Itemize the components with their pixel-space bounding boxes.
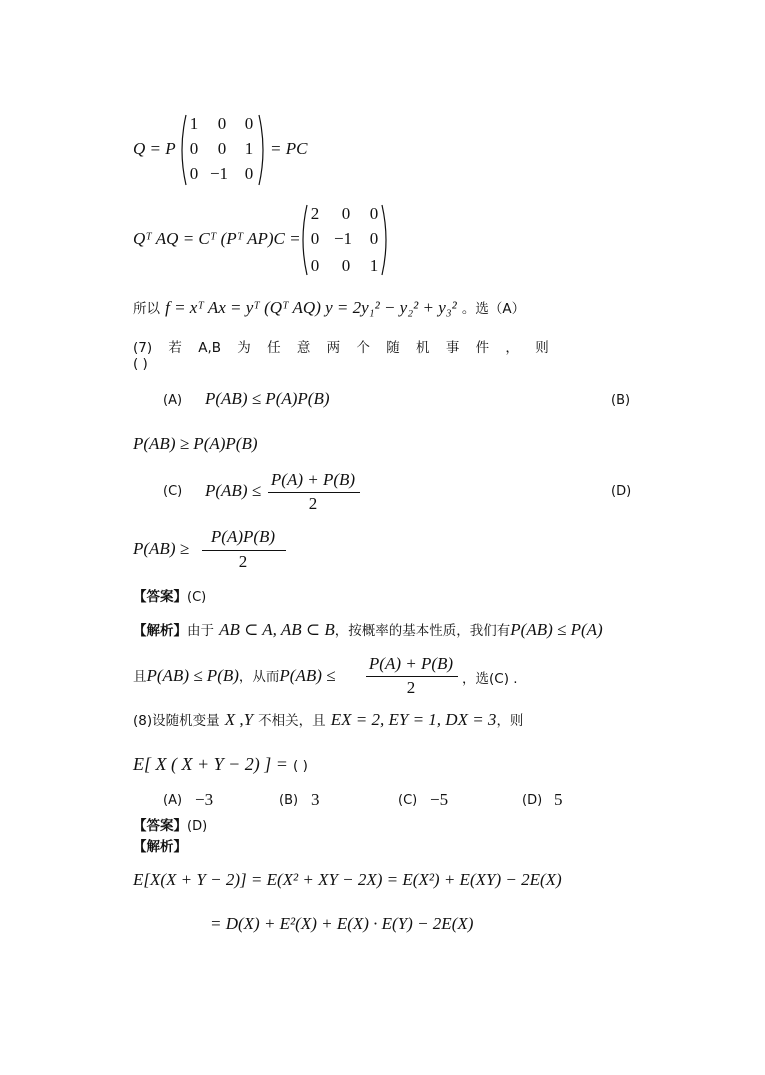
q8-expression: E[ X ( X + Y − 2) ] = [133, 754, 288, 774]
eq2-m02: 0 [369, 204, 379, 223]
q7-optC-numerator: P(A) + P(B) [270, 470, 356, 489]
eq1-m11: 0 [217, 139, 227, 158]
eq2-m11: −1 [333, 229, 353, 248]
q7-analysis-formula: P(AB) ≤ [279, 666, 336, 685]
conclusion-prefix: 所以 [133, 301, 160, 317]
q7-stem: (7) 若 A,B 为 任 意 两 个 随 机 事 件 ， 则 [133, 340, 549, 356]
eq1-right-paren [257, 113, 269, 187]
q7-optC-label: (C) [163, 484, 183, 499]
conclusion-formula: f = xᵀ Ax = yᵀ (Qᵀ AQ) y = 2y₁² − y₂² + y₃² [165, 298, 457, 317]
eq1-m00: 1 [189, 114, 199, 133]
q8-answer-label: 【答案】 [133, 818, 187, 834]
eq2-right-paren [380, 203, 392, 277]
q7-optB: P(AB) ≥ P(A)P(B) [133, 434, 258, 453]
q8-stem [133, 709, 523, 730]
q7-optD-denominator: 2 [238, 552, 248, 571]
q7-paren: ( ) [133, 356, 148, 372]
q8-optB-label: (B) [279, 793, 299, 808]
eq1-rhs: = PC [270, 139, 308, 158]
q8-answer [133, 814, 207, 834]
q7-answer-label: 【答案】 [133, 589, 187, 605]
q8-derivation-line2: = D(X) + E²(X) + E(X) · E(Y) − 2E(X) [210, 914, 474, 933]
q7-optA: P(AB) ≤ P(A)P(B) [205, 389, 330, 408]
q8-optC-label: (C) [398, 793, 418, 808]
eq2-m21: 0 [341, 256, 351, 275]
q8-expression-line [133, 754, 308, 775]
q7-optD-fraction-bar [202, 550, 286, 551]
q7-optC-denominator: 2 [308, 494, 318, 513]
q8-stem-formula: X ,Y [224, 710, 254, 729]
q7-analysis-choice: ，选(C) . [462, 671, 518, 687]
eq2-m12: 0 [369, 229, 379, 248]
q7-answer-value: (C) [187, 590, 207, 605]
eq1-m10: 0 [189, 139, 199, 158]
q7-optD-lhs: P(AB) ≥ [133, 539, 190, 558]
q7-analysis-formula: P(AB) ≤ P(A) [510, 620, 603, 639]
q7-analysis-text: 且 [133, 669, 147, 685]
q7-analysis-text: 由于 [187, 623, 214, 639]
q7-optC-lhs: P(AB) ≤ [205, 481, 262, 500]
q7-optD-label: (D) [611, 484, 632, 499]
eq2-m00: 2 [310, 204, 320, 223]
q7-optB-label: (B) [611, 393, 631, 408]
q8-answer-value: (D) [187, 819, 208, 834]
q7-optD-numerator: P(A)P(B) [210, 527, 276, 546]
q7-analysis-denominator: 2 [406, 678, 416, 697]
q8-optD-value: 5 [554, 790, 563, 809]
q7-optA-label: (A) [163, 393, 183, 408]
eq1-m01: 0 [217, 114, 227, 133]
eq2-m10: 0 [310, 229, 320, 248]
conclusion-line [133, 297, 525, 318]
q8-optD-label: (D) [522, 793, 543, 808]
eq1-m12: 1 [244, 139, 254, 158]
eq2-m22: 1 [369, 256, 379, 275]
q8-optA-label: (A) [163, 793, 183, 808]
eq2-m20: 0 [310, 256, 320, 275]
q7-analysis-formula: AB ⊂ A, AB ⊂ B [219, 620, 335, 639]
conclusion-suffix: 。选（A） [461, 301, 526, 317]
q8-stem-text: (8)设随机变量 [133, 713, 220, 729]
q7-answer [133, 585, 206, 605]
q8-optB-value: 3 [311, 790, 320, 809]
eq1-m22: 0 [244, 164, 254, 183]
q8-analysis-label: 【解析】 [133, 839, 187, 855]
q7-analysis-fraction-bar [366, 676, 458, 677]
q7-analysis-numerator: P(A) + P(B) [368, 654, 454, 673]
eq1-lhs: Q = P [133, 139, 176, 158]
q7-analysis-line1 [133, 619, 603, 640]
q7-analysis-line2 [133, 665, 335, 686]
q8-stem-text: ，则 [496, 713, 524, 729]
eq2-lhs: Qᵀ AQ = Cᵀ (Pᵀ AP)C = [133, 229, 301, 248]
q8-stem-formula: EX = 2, EY = 1, DX = 3 [330, 710, 497, 729]
q8-paren: ( ) [293, 758, 308, 774]
q7-analysis-text: ，按概率的基本性质，我们有 [334, 623, 511, 639]
q8-optA-value: −3 [195, 790, 214, 809]
eq1-m21: −1 [209, 164, 229, 183]
q8-derivation-line1: E[X(X + Y − 2)] = E(X² + XY − 2X) = E(X²) + E(XY) − 2E(X) [133, 870, 562, 889]
q8-stem-text: 不相关，且 [258, 713, 326, 729]
eq1-m02: 0 [244, 114, 254, 133]
q7-analysis-label: 【解析】 [133, 623, 187, 639]
q8-optC-value: −5 [430, 790, 449, 809]
eq2-m01: 0 [341, 204, 351, 223]
q7-optC-fraction-bar [268, 492, 360, 493]
q7-analysis-formula: P(AB) ≤ P(B) [146, 666, 239, 685]
q7-analysis-text: ，从而 [238, 669, 280, 685]
eq1-m20: 0 [189, 164, 199, 183]
